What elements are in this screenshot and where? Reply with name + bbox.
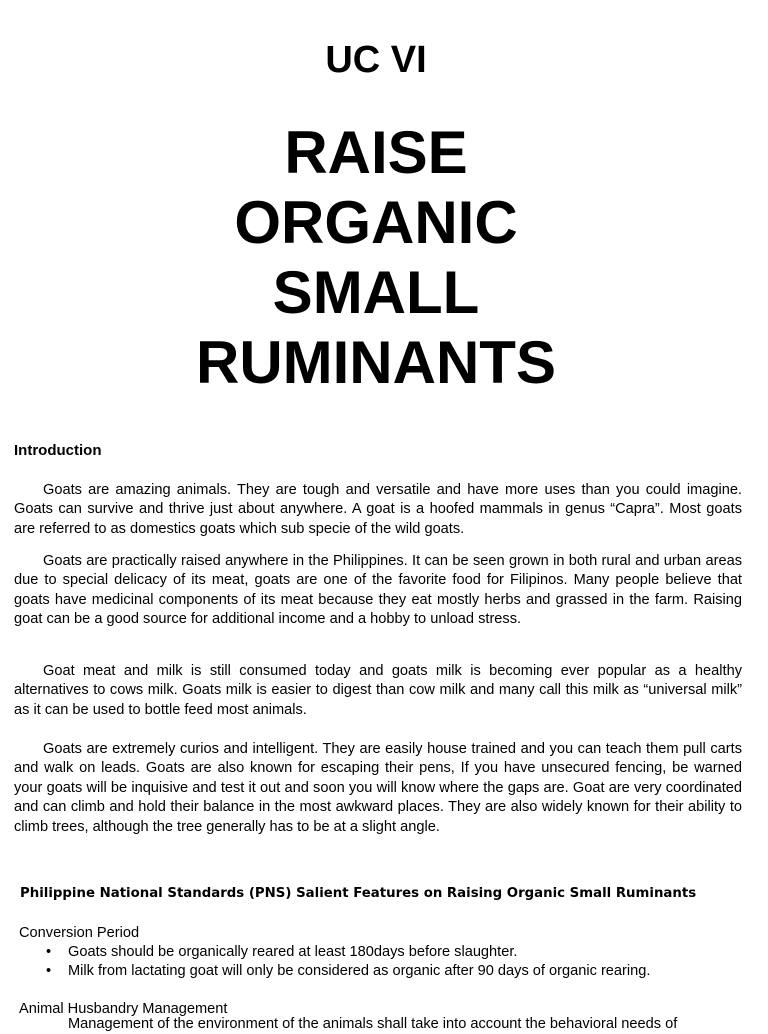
list-item: • Goats should be organically reared at least 180days before slaughter. bbox=[46, 943, 650, 962]
pns-heading: Philippine National Standards (PNS) Salient Features on Raising Organic Small Ruminants bbox=[20, 886, 697, 901]
title-line: RAISE bbox=[284, 119, 468, 186]
introduction-heading: Introduction bbox=[14, 442, 102, 459]
title-line: RUMINANTS bbox=[196, 329, 556, 396]
intro-paragraph: Goats are extremely curios and intelligent. They are easily house trained and you can teach them pull carts and walk on leads. Goats are also known for escaping their pens, If you have unsecured fencing, be warned your goats will be inquisive and test it out and soon you will know where the gaps are. Goat are very coordinated and can climb and hold their balance in the most awkward places. They are also widely known for their ability to climb trees, although the tree generally has to be at a slight angle. bbox=[14, 741, 742, 835]
page-title bbox=[0, 118, 752, 398]
conversion-period-list bbox=[46, 943, 650, 982]
unit-code-label: UC VI bbox=[325, 39, 427, 81]
intro-paragraph: Goats are amazing animals. They are tough and versatile and have more uses than you could imagine. Goats can survive and thrive just about anywhere. A goat is a hoofed mammals in genus “Capra”. Most goats are referred to as domestics goats which sub specie of the wild goats. bbox=[14, 482, 742, 537]
intro-paragraph: Goats are practically raised anywhere in the Philippines. It can be seen grown in both rural and urban areas due to special delicacy of its meat, goats are one of the favorite food for Filipinos. Many people believe that goats have medicinal components of its meat because they eat mostly herbs and grassed in the farm. Raising goat can be a good source for additional income and a hobby to unload stress. bbox=[14, 553, 742, 628]
title-line: ORGANIC bbox=[234, 189, 518, 256]
list-item: • Milk from lactating goat will only be considered as organic after 90 days of organic rearing. bbox=[46, 962, 650, 981]
animal-husbandry-title: Animal Husbandry Management bbox=[19, 1001, 228, 1017]
title-line: SMALL bbox=[272, 259, 480, 326]
cut-off-text-line bbox=[68, 1016, 748, 1032]
intro-paragraph: Goat meat and milk is still consumed today and goats milk is becoming ever popular as a healthy alternatives to cows milk. Goats milk is easier to digest than cow milk and many call this milk as “universal milk” as it can be used to bottle feed most animals. bbox=[14, 663, 742, 718]
conversion-period-title: Conversion Period bbox=[19, 925, 140, 941]
cut-off-text: Management of the environment of the animals shall take into account the behavioral needs of bbox=[68, 1016, 678, 1032]
